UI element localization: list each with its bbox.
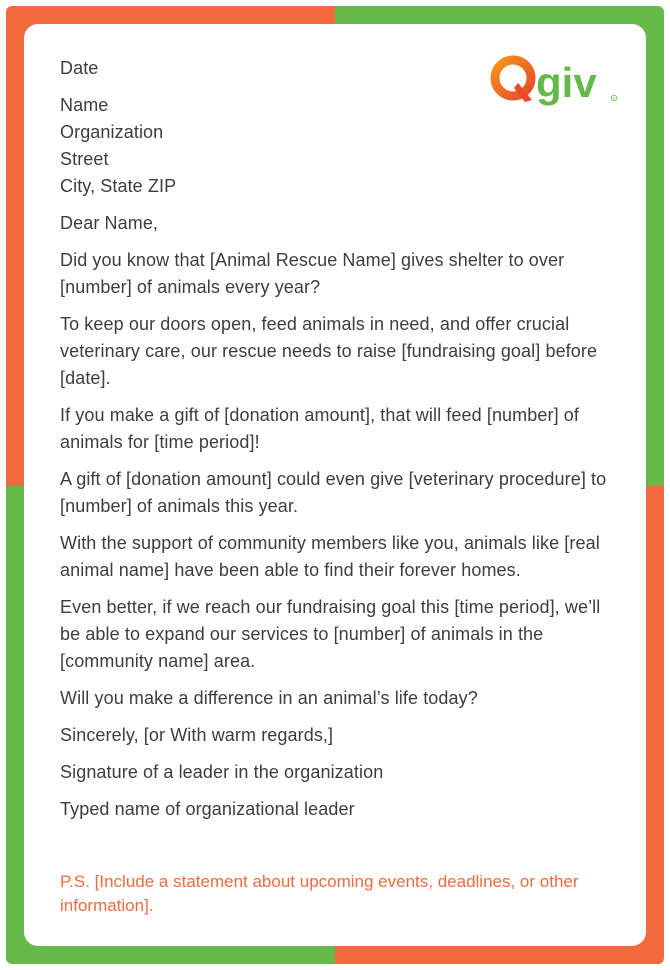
- recipient-address: [60, 92, 620, 200]
- salutation: Dear Name,: [60, 213, 159, 233]
- postscript: P.S. [Include a statement about upcoming events, deadlines, or other information].: [60, 872, 579, 915]
- typed-name-line: Typed name of organizational leader: [60, 799, 355, 819]
- paragraph-gift-feed: If you make a gift of [donation amount], that will feed [number] of animals for [time period]!: [60, 405, 579, 452]
- paragraph-gift-veterinary: A gift of [donation amount] could even give [veterinary procedure] to [number] of animals this year.: [60, 469, 607, 516]
- letter-card: [24, 24, 646, 946]
- closing: Sincerely, [or With warm regards,]: [60, 725, 334, 745]
- paragraph-call-to-action: Will you make a difference in an animal’s life today?: [60, 688, 478, 708]
- paragraph-community-support: With the support of community members like you, animals like [real animal name] have been able to find their forever homes.: [60, 533, 600, 580]
- paragraph-expand-services: Even better, if we reach our fundraising goal this [time period], we’ll be able to expand our services to [number] of animals in the [community name] area.: [60, 597, 601, 671]
- date-line: Date: [60, 58, 99, 78]
- paragraph-fundraising-goal: To keep our doors open, feed animals in need, and offer crucial veterinary care, our rescue needs to raise [fundraising goal] before [date].: [60, 314, 598, 388]
- address-organization: Organization: [60, 122, 164, 142]
- address-street: Street: [60, 149, 109, 169]
- svg-text:R: R: [612, 95, 616, 101]
- address-city-state-zip: City, State ZIP: [60, 176, 177, 196]
- letter-body: [60, 55, 620, 833]
- address-name: Name: [60, 95, 109, 115]
- logo-wordmark: giv: [536, 59, 597, 106]
- paragraph-shelter-intro: Did you know that [Animal Rescue Name] gives shelter to over [number] of animals every year?: [60, 250, 565, 297]
- signature-line: Signature of a leader in the organization: [60, 762, 384, 782]
